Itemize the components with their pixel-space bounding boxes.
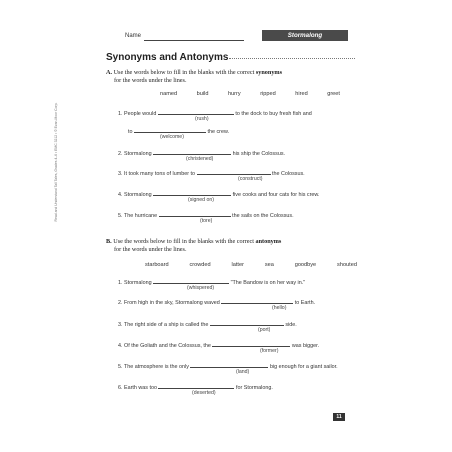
word-bank-item: ripped [260,91,276,97]
question-a4: 4. Stormalong five cooks and four cats for his crew. [118,192,320,198]
answer-blank[interactable] [153,190,231,196]
question-hint: (tore) [200,218,213,224]
question-a2: 2. Stormalong his ship the Colossus. [118,151,286,157]
part-b-instruction [106,238,281,254]
word-bank-item: build [196,91,209,97]
answer-blank[interactable] [158,383,234,389]
answer-blank[interactable] [190,362,268,368]
question-b5: 5. The atmosphere is the only big enough for a giant sailor. [118,364,338,370]
name-label: Name [125,33,142,39]
answer-blank[interactable] [159,211,231,217]
part-a-word-bank [160,91,340,97]
word-bank-item: greet [327,91,340,97]
word-bank-item: shouted [337,262,357,268]
part-b-key-word: antonyms [255,238,282,245]
part-a-key-word: synonyms [255,69,282,76]
answer-blank[interactable] [221,298,293,304]
question-hint: (port) [258,327,271,333]
question-hint: (welcome) [160,134,184,140]
question-hint: (signed on) [188,197,214,203]
question-b1: 1. Stormalong "The Bandow is on her way in." [118,280,306,286]
question-hint: (deserted) [192,390,216,396]
question-hint: (hello) [272,305,287,311]
answer-blank[interactable] [153,278,229,284]
answer-blank[interactable] [212,341,290,347]
answer-blank[interactable] [153,149,231,155]
section-title: Synonyms and Antonyms [106,52,229,63]
word-bank-item: starboard [145,262,169,268]
question-b2: 2. From high in the sky, Stormalong waved to Earth. [118,300,316,306]
answer-blank[interactable] [134,127,206,133]
question-a5: 5. The hurricane the sails on the Colossus. [118,213,294,219]
question-b6: 6. Earth was too for Stormalong. [118,385,273,391]
copyright-side-note: Read and Understand Tall Tales, Grades 4–6 • EMC 3212 • © Evan-Moor Corp. [54,102,58,222]
page-number: 11 [333,413,345,421]
word-bank-item: sea [264,262,274,268]
answer-blank[interactable] [158,109,234,115]
word-bank-item: hurry [227,91,241,97]
question-hint: (rush) [195,116,209,122]
question-hint: (whispered) [187,285,215,291]
question-a1: 1. People would to the dock to buy fresh fish and [118,111,312,117]
question-hint: (former) [260,348,279,354]
worksheet-title-badge: Stormalong [262,30,348,41]
title-dotted-rule [229,58,355,59]
word-bank-item: named [160,91,178,97]
word-bank-item: goodbye [294,262,317,268]
answer-blank[interactable] [197,169,271,175]
question-a1-continued: to the crew. [128,129,230,135]
part-b-instruction-line2: for the words under the lines. [114,246,187,253]
question-hint: (christened) [186,156,214,162]
word-bank-item: crowded [189,262,211,268]
question-b4: 4. Of the Goliath and the Colossus, the was bigger. [118,343,320,349]
part-b-instruction-text: Use the words below to fill in the blanks with the correct [113,238,254,245]
answer-blank[interactable] [210,320,284,326]
word-bank-item: latter [231,262,244,268]
part-a-letter: A. [106,69,113,76]
question-hint: (land) [236,369,250,375]
question-hint: (construct) [238,176,263,182]
question-a3: 3. It took many tons of lumber to the Colossus. [118,171,305,177]
part-b-word-bank [145,262,357,268]
part-a-instruction-text: Use the words below to fill in the blanks with the correct [113,69,255,76]
name-line [144,40,244,41]
part-b-letter: B. [106,238,112,245]
question-b3: 3. The right side of a ship is called the side. [118,322,297,328]
part-a-instruction-line2: for the words under the lines. [114,77,187,84]
part-a-instruction [106,69,282,85]
word-bank-item: hired [295,91,308,97]
